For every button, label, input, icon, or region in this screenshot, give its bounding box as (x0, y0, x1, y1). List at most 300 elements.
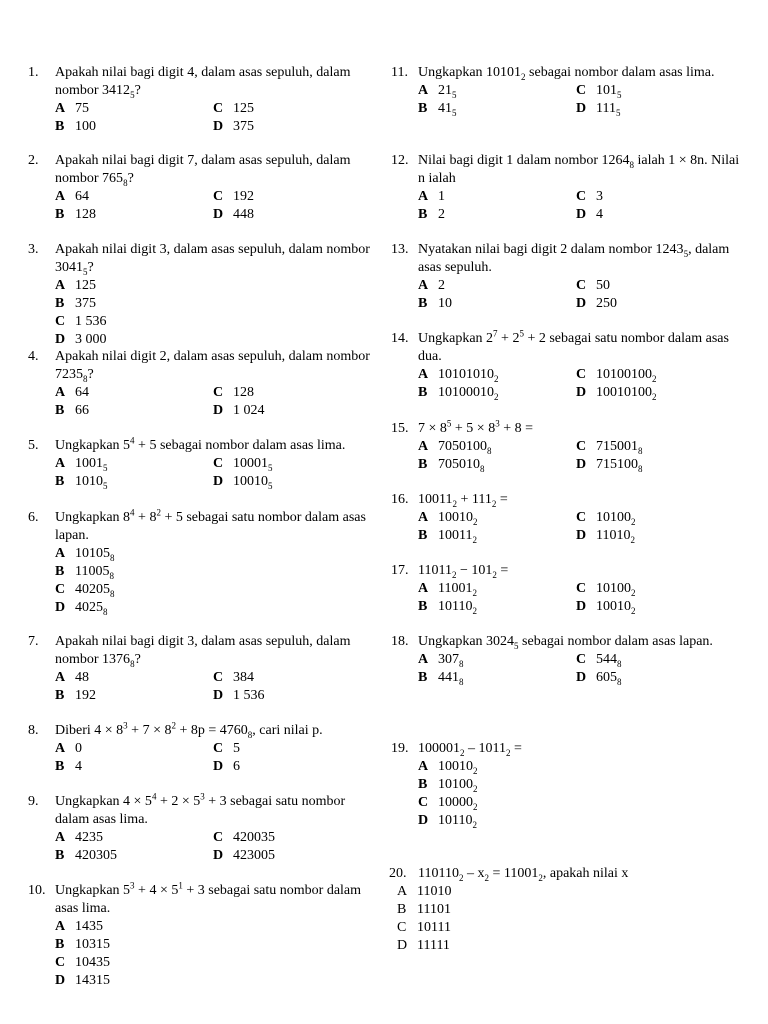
option-letter: C (55, 314, 66, 329)
option-letter: A (55, 278, 66, 293)
option-value: 128 (233, 385, 254, 400)
option-value: $10100_2$ (596, 510, 636, 527)
option-c[interactable] (213, 669, 254, 687)
question-text: Ungkapkan $5^4 + 5$ sebagai nombor dalam asas lima. (55, 435, 346, 453)
question-17 (391, 562, 741, 616)
option-value: $40205_8$ (75, 582, 115, 599)
question-number: 11. (391, 65, 408, 80)
option-value: $10100100_2$ (596, 367, 657, 384)
answer-options (418, 758, 741, 830)
option-d[interactable] (576, 384, 657, 402)
question-15 (391, 420, 741, 474)
option-a[interactable] (55, 545, 115, 563)
option-a[interactable] (418, 758, 478, 776)
question-14 (391, 330, 741, 402)
option-value: 11010 (417, 884, 452, 899)
option-letter: B (418, 599, 428, 614)
option-letter: C (418, 795, 429, 810)
option-c[interactable] (213, 455, 273, 473)
option-value: 0 (75, 741, 82, 756)
question-number: 17. (391, 563, 409, 578)
option-letter: B (55, 403, 65, 418)
question-text: $7 \times 8^5 + 5 \times 8^3 + 8$ = (418, 418, 533, 436)
option-value: $111_5$ (596, 101, 621, 118)
question-12 (391, 152, 741, 224)
option-d[interactable] (576, 456, 643, 474)
option-letter: D (418, 813, 429, 828)
option-value: $10105_8$ (75, 546, 115, 563)
option-letter: A (55, 670, 66, 685)
option-letter: B (55, 937, 65, 952)
option-a[interactable] (418, 438, 576, 456)
question-text: $10011_2 + 111_2$ = (418, 492, 508, 509)
option-d[interactable] (213, 118, 254, 136)
option-c[interactable] (418, 794, 478, 812)
option-letter: D (576, 101, 587, 116)
option-letter: D (213, 119, 224, 134)
option-letter: B (55, 119, 65, 134)
question-4 (28, 348, 378, 420)
answer-options (55, 918, 378, 990)
option-value: 11111 (417, 938, 450, 953)
option-a[interactable] (55, 918, 103, 936)
option-b[interactable] (55, 473, 213, 491)
option-value: $10110_2$ (438, 813, 477, 830)
option-d[interactable] (397, 937, 450, 955)
option-letter: C (213, 101, 224, 116)
option-b[interactable] (418, 100, 576, 118)
question-text: $11011_2 - 101_2$ = (418, 563, 509, 580)
option-letter: B (55, 564, 65, 579)
option-letter: D (576, 296, 587, 311)
option-value: $10010_5$ (233, 474, 273, 491)
option-letter: A (55, 741, 66, 756)
answer-options (418, 277, 741, 313)
question-1 (28, 64, 378, 136)
option-c[interactable] (213, 100, 254, 118)
option-value: $10010100_2$ (596, 385, 657, 402)
option-value: 11101 (417, 902, 451, 917)
question-number: 13. (391, 242, 409, 257)
option-letter: B (418, 777, 428, 792)
question-18 (391, 633, 741, 687)
option-letter: D (576, 207, 587, 222)
option-value: $10100010_2$ (438, 385, 499, 402)
option-value: $10100_2$ (438, 777, 478, 794)
option-c[interactable] (576, 509, 636, 527)
question-10 (28, 882, 378, 990)
question-text: Apakah nilai bagi digit 4, dalam asas sepuluh, dalam nombor $3412_5$? (55, 65, 351, 100)
option-d[interactable] (55, 331, 107, 349)
question-text: Ungkapkan $4 \times 5^4 + 2 \times 5^3 + 3$ sebagai satu nombor dalam asas lima. (55, 791, 346, 827)
option-letter: C (397, 920, 407, 935)
option-letter: A (418, 581, 429, 596)
question-text: Apakah nilai bagi digit 7, dalam asas sepuluh, dalam nombor $765_8$? (55, 153, 351, 188)
option-letter: A (55, 101, 66, 116)
option-letter: C (213, 670, 224, 685)
question-number: 8. (28, 723, 39, 738)
question-3 (28, 241, 378, 349)
option-letter: B (55, 296, 65, 311)
question-19 (391, 740, 741, 830)
option-letter: C (213, 189, 224, 204)
option-letter: A (418, 189, 429, 204)
answer-options (55, 277, 378, 349)
answer-options (418, 188, 741, 224)
question-text: Ungkapkan $3024_5$ sebagai nombor dalam asas lapan. (418, 634, 713, 651)
option-letter: C (576, 581, 587, 596)
option-value: $10110_2$ (438, 599, 477, 616)
option-letter: D (55, 332, 66, 347)
option-letter: A (55, 830, 66, 845)
question-number: 9. (28, 794, 39, 809)
option-value: 50 (596, 278, 610, 293)
option-letter: B (418, 457, 428, 472)
option-value: $7050100_8$ (438, 439, 492, 456)
option-value: 6 (233, 759, 240, 774)
option-value: $41_5$ (438, 101, 457, 118)
option-letter: C (576, 189, 587, 204)
option-value: 420305 (75, 848, 117, 863)
option-a[interactable] (55, 384, 213, 402)
option-c[interactable] (213, 384, 254, 402)
option-value: $11005_8$ (75, 564, 114, 581)
question-number: 14. (391, 331, 409, 346)
option-letter: D (576, 528, 587, 543)
option-letter: C (213, 830, 224, 845)
option-value: $715001_8$ (596, 439, 643, 456)
option-letter: D (576, 599, 587, 614)
option-d[interactable] (576, 295, 617, 313)
option-c[interactable] (576, 438, 643, 456)
question-number: 18. (391, 634, 409, 649)
question-number: 7. (28, 634, 39, 649)
answer-options (397, 883, 741, 955)
option-value: 375 (233, 119, 254, 134)
option-letter: B (418, 385, 428, 400)
option-value: $1001_5$ (75, 456, 108, 473)
option-value: $10010_2$ (438, 759, 478, 776)
option-c[interactable] (213, 740, 240, 758)
question-text: Diberi $4 \times 8^3 + 7 \times 8^2 + 8p = 4760_8$, cari nilai p. (55, 720, 323, 740)
option-value: $10001_5$ (233, 456, 273, 473)
option-b[interactable] (418, 776, 478, 794)
option-value: 250 (596, 296, 617, 311)
answer-options (55, 545, 378, 617)
answer-options (55, 669, 378, 705)
option-letter: B (418, 207, 428, 222)
question-text: Nyatakan nilai bagi digit 2 dalam nombor $1243_5$, dalam asas sepuluh. (418, 242, 730, 275)
question-number: 10. (28, 883, 46, 898)
option-value: 10315 (75, 937, 110, 952)
option-d[interactable] (576, 669, 622, 687)
option-a[interactable] (418, 82, 576, 100)
option-value: 64 (75, 385, 89, 400)
option-c[interactable] (213, 829, 275, 847)
option-letter: D (397, 938, 408, 953)
option-d[interactable] (576, 100, 620, 118)
option-a[interactable] (55, 740, 213, 758)
option-letter: B (55, 207, 65, 222)
option-c[interactable] (576, 651, 622, 669)
option-letter: A (397, 884, 408, 899)
option-letter: D (55, 973, 66, 988)
answer-options (418, 438, 741, 474)
option-b[interactable] (55, 847, 213, 865)
option-c[interactable] (576, 188, 603, 206)
question-number: 2. (28, 153, 39, 168)
option-d[interactable] (213, 206, 254, 224)
option-letter: D (213, 403, 224, 418)
option-letter: C (576, 439, 587, 454)
option-letter: B (55, 474, 65, 489)
option-letter: C (213, 456, 224, 471)
option-letter: D (213, 207, 224, 222)
question-number: 4. (28, 349, 39, 364)
question-8 (28, 722, 378, 776)
option-b[interactable] (397, 901, 451, 919)
option-a[interactable] (397, 883, 451, 901)
option-d[interactable] (213, 473, 273, 491)
answer-options (55, 100, 378, 136)
option-letter: B (418, 296, 428, 311)
option-value: $10011_2$ (438, 528, 477, 545)
option-letter: D (213, 474, 224, 489)
option-value: 375 (75, 296, 96, 311)
option-b[interactable] (55, 563, 114, 581)
option-letter: A (418, 83, 429, 98)
option-value: 4 (75, 759, 82, 774)
option-letter: B (397, 902, 407, 917)
option-value: 1435 (75, 919, 103, 934)
question-number: 5. (28, 438, 39, 453)
question-text: Nilai bagi digit 1 dalam nombor $1264_8$ ialah 1 × 8n. Nilai n ialah (418, 153, 740, 186)
question-6 (28, 509, 378, 617)
option-b[interactable] (418, 598, 576, 616)
option-d[interactable] (213, 758, 240, 776)
answer-options (418, 82, 741, 118)
option-value: 48 (75, 670, 89, 685)
option-c[interactable] (213, 188, 254, 206)
option-a[interactable] (55, 455, 213, 473)
option-d[interactable] (576, 206, 603, 224)
answer-options (418, 366, 741, 402)
option-b[interactable] (55, 687, 213, 705)
question-number: 12. (391, 153, 409, 168)
option-d[interactable] (418, 812, 477, 830)
option-value: 128 (75, 207, 96, 222)
option-value: 10435 (75, 955, 110, 970)
option-letter: A (55, 456, 66, 471)
option-a[interactable] (55, 100, 213, 118)
option-value: $441_8$ (438, 670, 464, 687)
option-value: 14315 (75, 973, 110, 988)
question-text: Ungkapkan $10101_2$ sebagai nombor dalam asas lima. (418, 65, 715, 82)
option-value: $10010_2$ (596, 599, 636, 616)
option-value: 1 (438, 189, 445, 204)
option-value: $705010_8$ (438, 457, 485, 474)
option-a[interactable] (418, 366, 576, 384)
option-d[interactable] (576, 527, 635, 545)
option-b[interactable] (418, 384, 576, 402)
option-b[interactable] (55, 118, 213, 136)
option-b[interactable] (55, 402, 213, 420)
option-b[interactable] (55, 936, 110, 954)
option-a[interactable] (418, 188, 576, 206)
option-value: 10 (438, 296, 452, 311)
option-value: 1 536 (233, 688, 265, 703)
question-2 (28, 152, 378, 224)
option-value: 75 (75, 101, 89, 116)
option-value: $10101010_2$ (438, 367, 499, 384)
option-letter: D (576, 457, 587, 472)
option-value: $544_8$ (596, 652, 622, 669)
option-c[interactable] (55, 581, 115, 599)
option-a[interactable] (55, 188, 213, 206)
option-letter: A (55, 189, 66, 204)
question-13 (391, 241, 741, 313)
option-letter: A (418, 367, 429, 382)
question-number: 3. (28, 242, 39, 257)
question-number: 6. (28, 510, 39, 525)
option-c[interactable] (576, 82, 622, 100)
option-d[interactable] (213, 847, 275, 865)
question-16 (391, 491, 741, 545)
option-d[interactable] (213, 687, 265, 705)
option-d[interactable] (55, 599, 108, 617)
option-value: $21_5$ (438, 83, 457, 100)
option-c[interactable] (55, 954, 110, 972)
option-letter: D (576, 670, 587, 685)
option-b[interactable] (55, 206, 213, 224)
option-value: 4235 (75, 830, 103, 845)
option-d[interactable] (576, 598, 636, 616)
option-a[interactable] (418, 651, 576, 669)
option-value: $10010_2$ (438, 510, 478, 527)
option-value: 1 536 (75, 314, 107, 329)
option-value: 3 (596, 189, 603, 204)
option-b[interactable] (418, 295, 576, 313)
question-text: Apakah nilai bagi digit 3, dalam asas sepuluh, dalam nombor $1376_8$? (55, 634, 351, 669)
question-number: 1. (28, 65, 39, 80)
option-a[interactable] (55, 277, 96, 295)
option-letter: B (55, 759, 65, 774)
option-letter: C (576, 367, 587, 382)
option-value: $11001_2$ (438, 581, 477, 598)
option-letter: A (418, 510, 429, 525)
option-letter: A (418, 278, 429, 293)
option-value: 10111 (417, 920, 451, 935)
option-value: $10000_2$ (438, 795, 478, 812)
answer-options (55, 740, 378, 776)
option-letter: A (418, 759, 429, 774)
answer-options (55, 384, 378, 420)
option-value: 448 (233, 207, 254, 222)
option-b[interactable] (418, 669, 576, 687)
answer-options (418, 509, 741, 545)
option-letter: C (576, 510, 587, 525)
option-value: 423005 (233, 848, 275, 863)
option-letter: A (55, 546, 66, 561)
question-number: 15. (391, 421, 409, 436)
option-a[interactable] (418, 509, 576, 527)
option-c[interactable] (397, 919, 451, 937)
question-number: 20. (389, 866, 407, 881)
option-d[interactable] (55, 972, 110, 990)
option-letter: B (418, 101, 428, 116)
option-b[interactable] (55, 295, 96, 313)
option-value: $4025_8$ (75, 600, 108, 617)
question-text: Ungkapkan $5^3 + 4 \times 5^1 + 3$ sebagai satu nombor dalam asas lima. (55, 880, 362, 916)
option-letter: B (55, 848, 65, 863)
answer-options (55, 455, 378, 491)
option-value: 1 024 (233, 403, 265, 418)
option-value: 192 (233, 189, 254, 204)
answer-options (418, 651, 741, 687)
option-letter: C (576, 278, 587, 293)
option-value: $307_8$ (438, 652, 464, 669)
option-a[interactable] (55, 829, 213, 847)
option-letter: D (213, 759, 224, 774)
option-letter: A (418, 439, 429, 454)
option-letter: B (55, 688, 65, 703)
option-b[interactable] (418, 456, 576, 474)
option-letter: D (55, 600, 66, 615)
option-c[interactable] (576, 277, 610, 295)
option-letter: A (418, 652, 429, 667)
option-b[interactable] (418, 206, 576, 224)
option-c[interactable] (576, 366, 657, 384)
option-a[interactable] (55, 669, 213, 687)
option-c[interactable] (55, 313, 107, 331)
option-value: $605_8$ (596, 670, 622, 687)
option-letter: B (418, 528, 428, 543)
question-11 (391, 64, 741, 118)
option-letter: C (213, 385, 224, 400)
option-letter: B (418, 670, 428, 685)
option-value: 4 (596, 207, 603, 222)
option-value: 2 (438, 207, 445, 222)
option-value: $715100_8$ (596, 457, 643, 474)
option-value: 66 (75, 403, 89, 418)
question-text: $110110_2 - x_2 = 11001_2$, apakah nilai x (418, 866, 629, 883)
option-value: 64 (75, 189, 89, 204)
option-value: 5 (233, 741, 240, 756)
answer-options (418, 580, 741, 616)
option-d[interactable] (213, 402, 265, 420)
option-c[interactable] (576, 580, 636, 598)
question-5 (28, 437, 378, 491)
option-letter: C (55, 582, 66, 597)
option-b[interactable] (418, 527, 576, 545)
option-b[interactable] (55, 758, 213, 776)
question-7 (28, 633, 378, 705)
question-text: Ungkapkan $8^4 + 8^2 + 5$ sebagai satu nombor dalam asas lapan. (55, 507, 366, 543)
question-text: Apakah nilai digit 2, dalam asas sepuluh, dalam nombor $7235_8$? (55, 349, 370, 384)
question-number: 16. (391, 492, 409, 507)
option-a[interactable] (418, 580, 576, 598)
option-letter: C (55, 955, 66, 970)
option-value: $1010_5$ (75, 474, 108, 491)
option-value: 420035 (233, 830, 275, 845)
option-value: $11010_2$ (596, 528, 635, 545)
option-a[interactable] (418, 277, 576, 295)
question-text: Apakah nilai digit 3, dalam asas sepuluh, dalam nombor $3041_5$? (55, 242, 370, 277)
option-value: 192 (75, 688, 96, 703)
option-letter: C (576, 83, 587, 98)
option-value: 384 (233, 670, 254, 685)
option-letter: A (55, 919, 66, 934)
